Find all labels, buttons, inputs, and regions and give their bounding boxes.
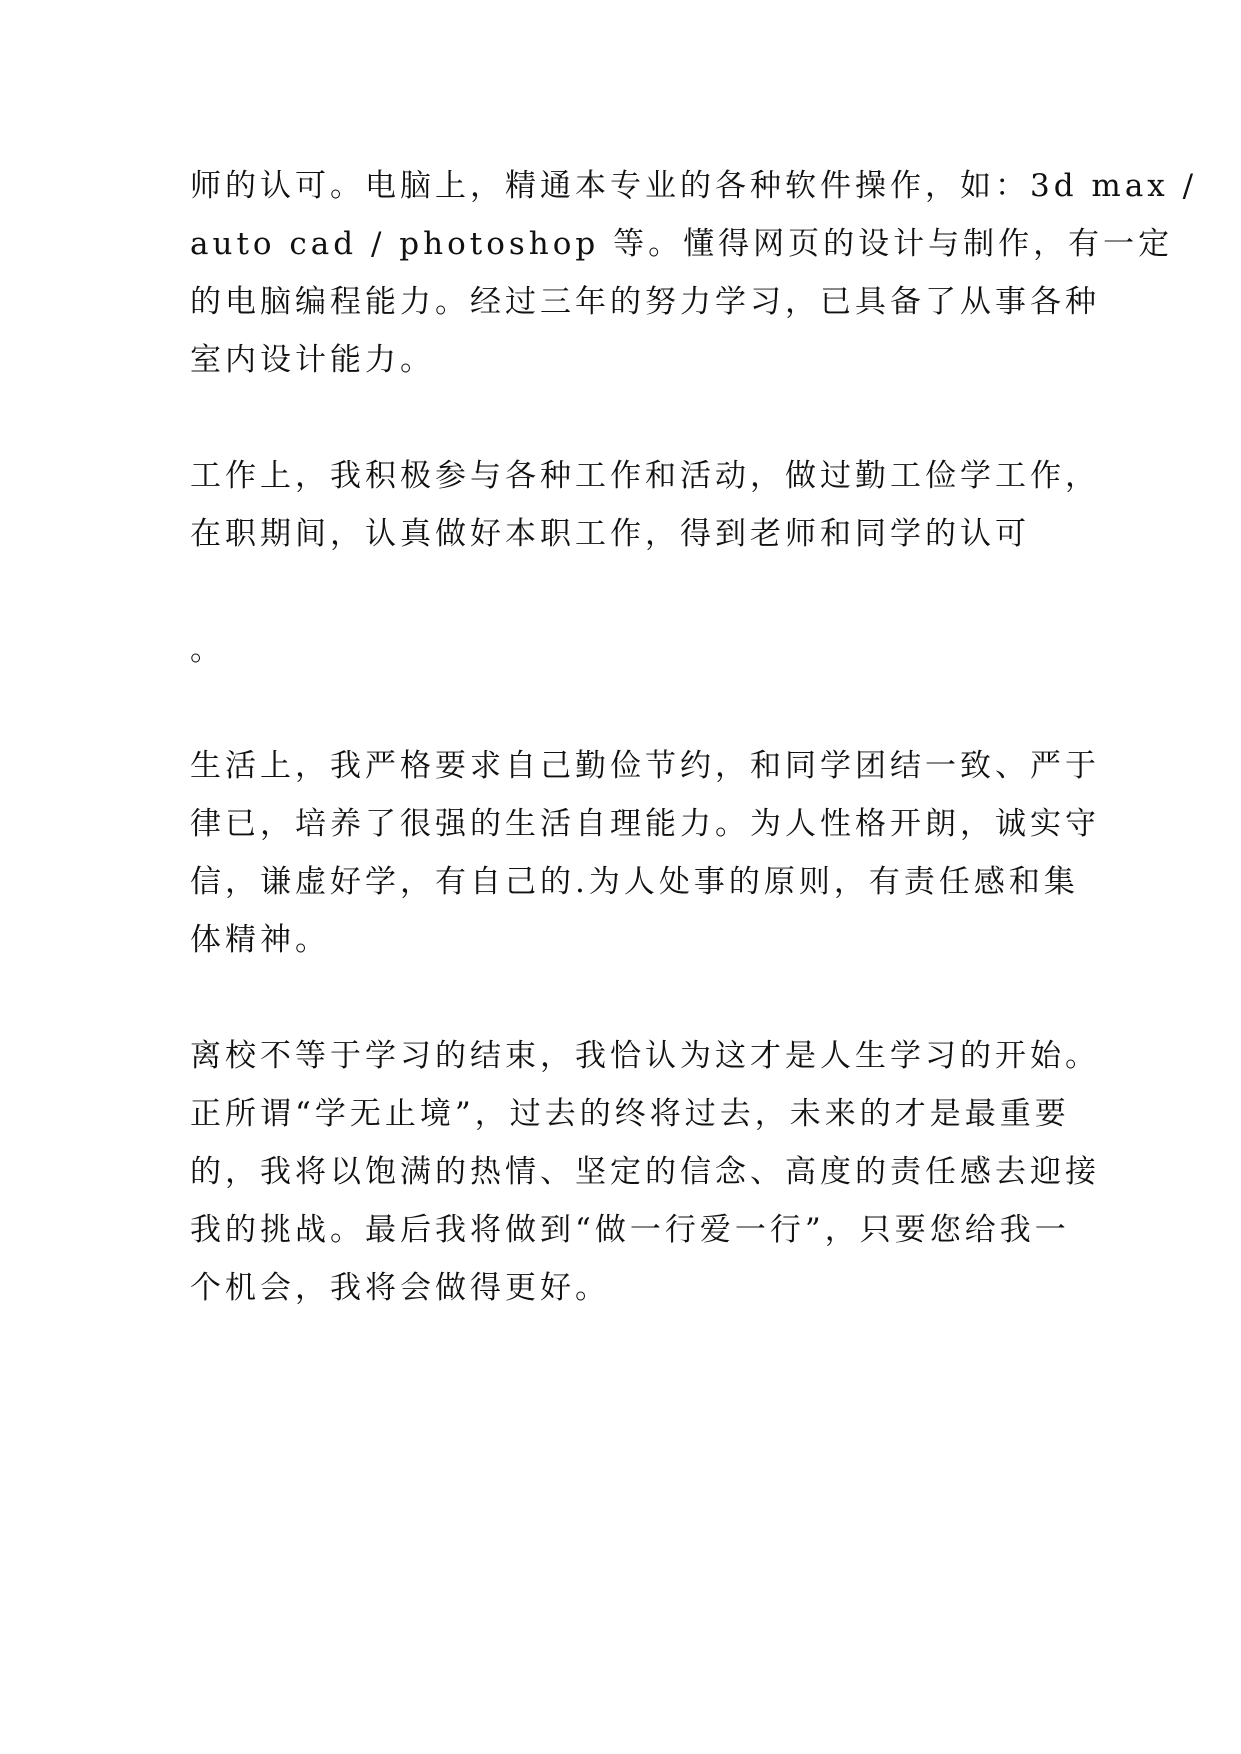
paragraph-2-line-1: 工作上，我积极参与各种工作和活动，做过勤工俭学工作，	[190, 458, 1100, 494]
paragraph-1-line-4: 室内设计能力。	[190, 342, 435, 378]
paragraph-5-line-4: 我的挑战。最后我将做到“做一行爱一行”，只要您给我一	[190, 1212, 1070, 1248]
paragraph-2-line-2: 在职期间，认真做好本职工作，得到老师和同学的认可	[190, 516, 1030, 552]
paragraph-4-line-3: 信，谦虚好学，有自己的.为人处事的原则，有责任感和集	[190, 864, 1079, 900]
paragraph-1-line-2: auto cad / photoshop 等。懂得网页的设计与制作，有一定	[190, 226, 1174, 262]
paragraph-4-line-2: 律已，培养了很强的生活自理能力。为人性格开朗，诚实守	[190, 806, 1100, 842]
paragraph-5-line-1: 离校不等于学习的结束，我恰认为这才是人生学习的开始。	[190, 1038, 1100, 1074]
paragraph-5-line-2: 正所谓“学无止境”，过去的终将过去，未来的才是最重要	[190, 1096, 1070, 1132]
paragraph-4-line-1: 生活上，我严格要求自己勤俭节约，和同学团结一致、严于	[190, 748, 1100, 784]
paragraph-1-line-1: 师的认可。电脑上，精通本专业的各种软件操作，如：3d max /	[190, 168, 1198, 204]
paragraph-5-line-5: 个机会，我将会做得更好。	[190, 1270, 610, 1306]
paragraph-3-line-1: 。	[190, 632, 225, 668]
paragraph-4-line-4: 体精神。	[190, 922, 330, 958]
paragraph-5-line-3: 的，我将以饱满的热情、坚定的信念、高度的责任感去迎接	[190, 1154, 1100, 1190]
paragraph-1-line-3: 的电脑编程能力。经过三年的努力学习，已具备了从事各种	[190, 284, 1100, 320]
